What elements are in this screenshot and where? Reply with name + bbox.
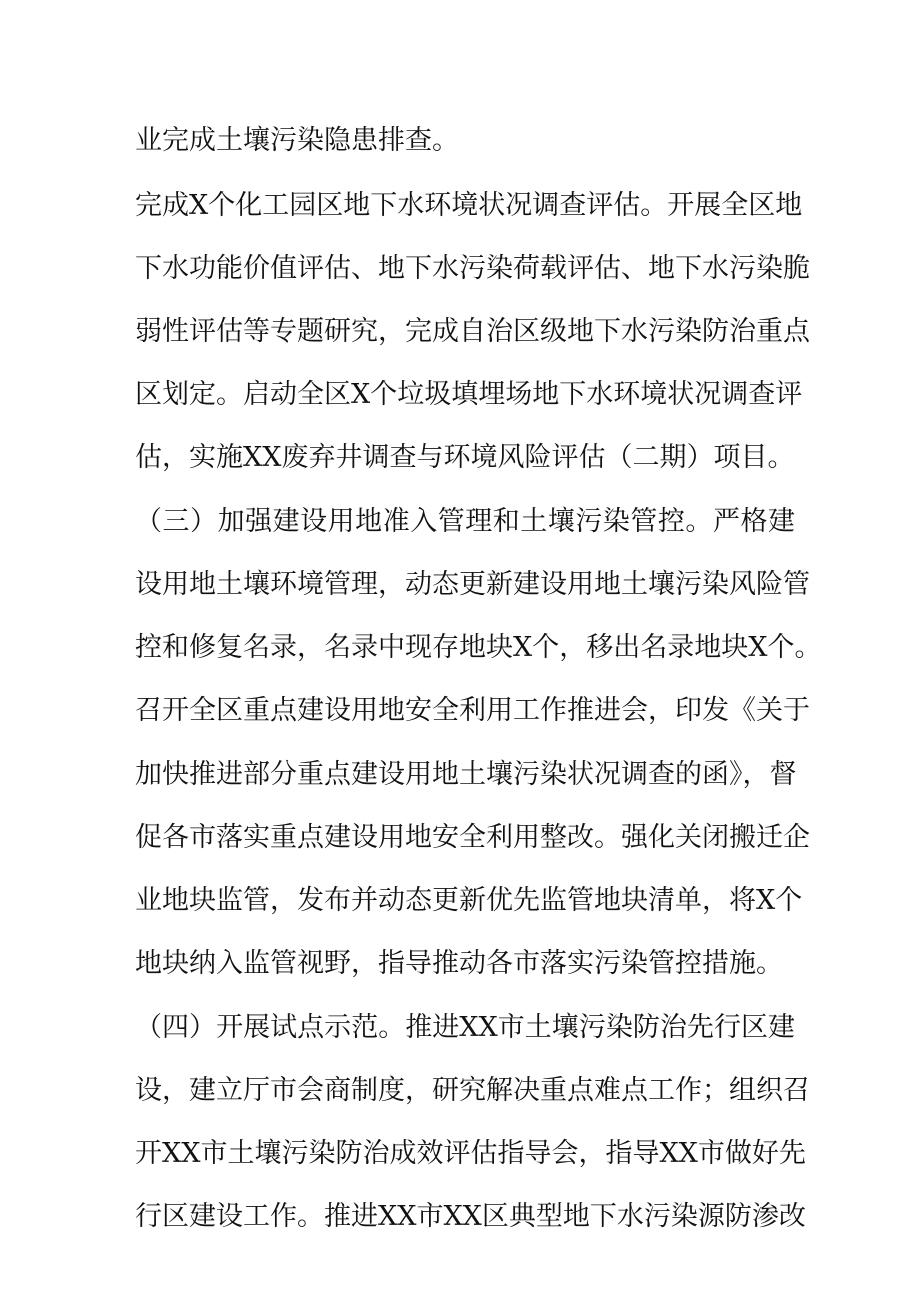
text-line: 开XX市土壤污染防治成效评估指导会，指导XX市做好先 — [135, 1138, 806, 1169]
text-line: 弱性评估等专题研究，完成自治区级地下水污染防治重点 — [135, 316, 810, 347]
text-line: （四）开展试点示范。推进XX市土壤污染防治先行区建 — [135, 1012, 795, 1043]
text-line: 召开全区重点建设用地安全利用工作推进会，印发《关于 — [135, 695, 810, 726]
text-line: 设，建立厅市会商制度，研究解决重点难点工作；组织召 — [135, 1075, 810, 1106]
text-line: 区划定。启动全区X个垃圾填埋场地下水环境状况调查评 — [135, 379, 803, 410]
text-line: 业完成土壤污染隐患排查。 — [135, 125, 459, 156]
text-line: （三）加强建设用地准入管理和土壤污染管控。严格建 — [135, 506, 795, 537]
text-line: 业地块监管，发布并动态更新优先监管地块清单，将X个 — [135, 885, 803, 916]
text-line: 完成X个化工园区地下水环境状况调查评估。开展全区地 — [135, 190, 803, 221]
text-line: 设用地土壤环境管理，动态更新建设用地土壤污染风险管 — [135, 569, 810, 600]
text-line: 地块纳入监管视野，指导推动各市落实污染管控措施。 — [135, 948, 783, 979]
text-line: 估，实施XX废弃井调查与环境风险评估（二期）项目。 — [135, 442, 795, 473]
text-line: 加快推进部分重点建设用地土壤污染状况调查的函》，督 — [135, 759, 797, 790]
text-line: 下水功能价值评估、地下水污染荷载评估、地下水污染脆 — [135, 253, 810, 284]
text-line: 行区建设工作。推进XX市XX区典型地下水污染源防渗改 — [135, 1201, 806, 1232]
text-line: 控和修复名录，名录中现存地块X个，移出名录地块X个。 — [135, 632, 822, 663]
text-line: 促各市落实重点建设用地安全利用整改。强化关闭搬迁企 — [135, 822, 810, 853]
